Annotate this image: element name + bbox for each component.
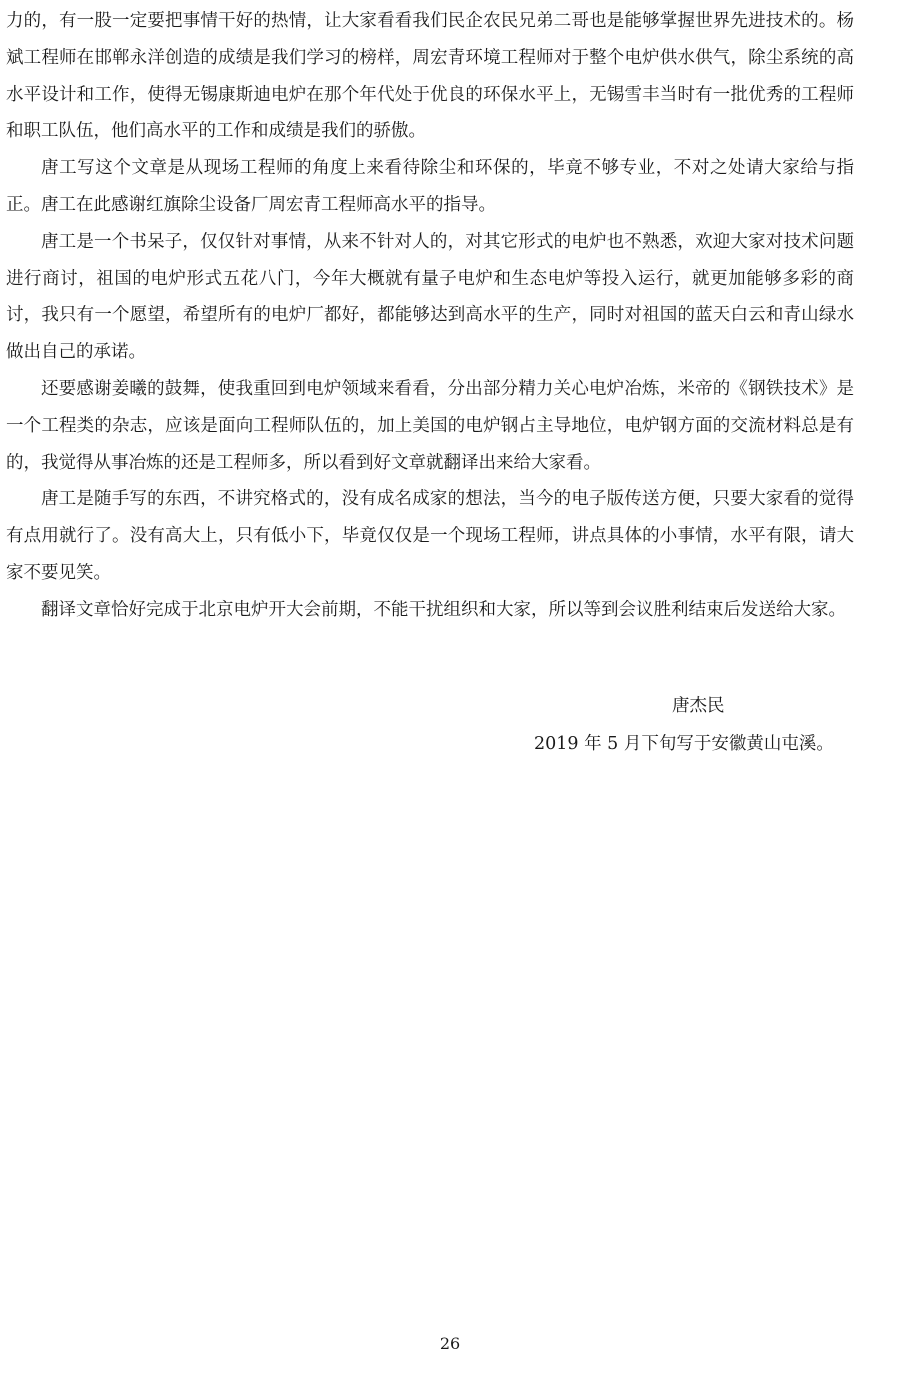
paragraph-3: 唐工是一个书呆子，仅仅针对事情，从来不针对人的，对其它形式的电炉也不熟悉，欢迎大家对技术问题进行商讨，祖国的电炉形式五花八门，今年大概就有量子电炉和生态电炉等投入运行，就更加能够多彩的商讨，我只有一个愿望，希望所有的电炉厂都好，都能够达到高水平的生产，同时对祖国的蓝天白云和青山绿水做出自己的承诺。 [6, 231, 854, 363]
paragraph-1: 力的，有一股一定要把事情干好的热情，让大家看看我们民企农民兄弟二哥也是能够掌握世界先进技术的。杨斌工程师在邯郸永洋创造的成绩是我们学习的榜样，周宏青环境工程师对于整个电炉供水供气，除尘系统的高水平设计和工作，使得无锡康斯迪电炉在那个年代处于优良的环保水平上，无锡雪丰当时有一批优秀的工程师和职工队伍，他们高水平的工作和成绩是我们的骄傲。 [6, 11, 854, 142]
date-place: 2019 年 5 月下旬写于安徽黄山屯溪。 [534, 734, 834, 754]
paragraph-4: 还要感谢姜曦的鼓舞，使我重回到电炉领域来看看，分出部分精力关心电炉冶炼，米帝的《钢铁技术》是一个工程类的杂志，应该是面向工程师队伍的，加上美国的电炉钢占主导地位，电炉钢方面的交流材料总是有的，我觉得从事冶炼的还是工程师多，所以看到好文章就翻译出来给大家看。 [6, 378, 854, 473]
paragraph-2: 唐工写这个文章是从现场工程师的角度上来看待除尘和环保的，毕竟不够专业，不对之处请大家给与指正。唐工在此感谢红旗除尘设备厂周宏青工程师高水平的指导。 [6, 158, 854, 215]
page-number: 26 [439, 1334, 461, 1353]
body-text [6, 0, 854, 629]
author-name: 唐杰民 [672, 696, 725, 716]
paragraph-5: 唐工是随手写的东西，不讲究格式的，没有成名成家的想法，当今的电子版传送方便，只要大家看的觉得有点用就行了。没有高大上，只有低小下，毕竟仅仅是一个现场工程师，讲点具体的小事情，水平有限，请大家不要见笑。 [6, 489, 854, 583]
paragraph-6: 翻译文章恰好完成于北京电炉开大会前期，不能干扰组织和大家，所以等到会议胜利结束后发送给大家。 [41, 599, 846, 620]
